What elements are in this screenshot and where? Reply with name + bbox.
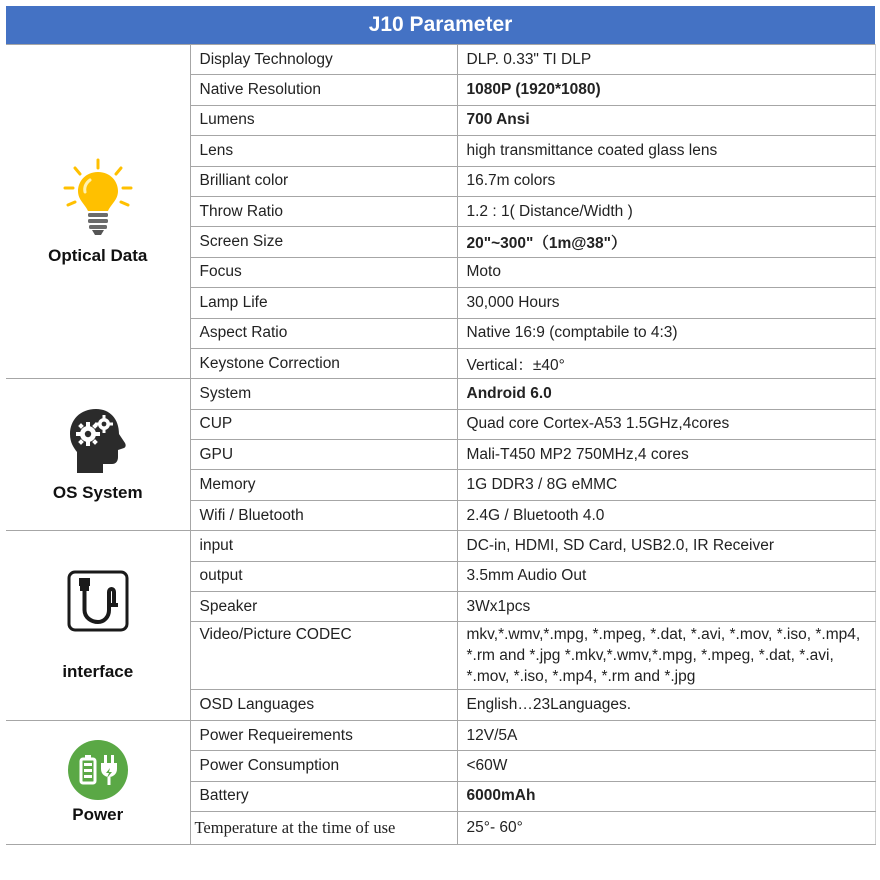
spec-value: Moto <box>457 257 875 287</box>
battery-plug-icon <box>67 739 129 801</box>
head-gears-icon <box>66 407 130 475</box>
spec-label: Brilliant color <box>190 166 457 196</box>
spec-value: DC-in, HDMI, SD Card, USB2.0, IR Receiver <box>457 531 875 561</box>
table-row <box>6 379 875 409</box>
spec-table <box>6 44 876 845</box>
spec-label: Memory <box>190 470 457 500</box>
spec-label: Display Technology <box>190 45 457 75</box>
group-interface <box>6 531 190 721</box>
spec-value: Quad core Cortex-A53 1.5GHz,4cores <box>457 409 875 439</box>
spec-label: Aspect Ratio <box>190 318 457 348</box>
spec-label: Lumens <box>190 105 457 135</box>
spec-value: Vertical：±40° <box>457 348 875 378</box>
spec-label: Speaker <box>190 592 457 622</box>
group-label-interface: interface <box>62 661 134 681</box>
light-bulb-icon <box>63 158 133 238</box>
group-os <box>6 379 190 531</box>
spec-label: OSD Languages <box>190 690 457 720</box>
spec-value: 3Wx1pcs <box>457 592 875 622</box>
spec-value: 25°- 60° <box>457 811 875 844</box>
group-label-power: Power <box>72 805 124 825</box>
spec-value: 1.2 : 1( Distance/Width ) <box>457 196 875 226</box>
spec-label: Temperature at the time of use <box>190 811 457 844</box>
spec-label: Throw Ratio <box>190 196 457 226</box>
spec-value: 2.4G / Bluetooth 4.0 <box>457 500 875 530</box>
spec-value: DLP. 0.33" TI DLP <box>457 45 875 75</box>
spec-label: Screen Size <box>190 227 457 257</box>
spec-label: CUP <box>190 409 457 439</box>
spec-value: 20"~300"（1m@38"） <box>457 227 875 257</box>
spec-label: System <box>190 379 457 409</box>
spec-value: English…23Languages. <box>457 690 875 720</box>
table-row <box>6 531 875 561</box>
spec-value: 16.7m colors <box>457 166 875 196</box>
group-optical <box>6 45 190 379</box>
table-row <box>6 45 875 75</box>
spec-value: 12V/5A <box>457 720 875 750</box>
usb-cable-icon <box>67 570 129 632</box>
spec-value: 1080P (1920*1080) <box>457 75 875 105</box>
spec-value: Native 16:9 (comptabile to 4:3) <box>457 318 875 348</box>
spec-label: input <box>190 531 457 561</box>
table-title: J10 Parameter <box>6 6 875 44</box>
group-label-optical: Optical Data <box>48 245 148 265</box>
spec-label: Keystone Correction <box>190 348 457 378</box>
spec-label: Video/Picture CODEC <box>190 622 457 690</box>
spec-value: Mali-T450 MP2 750MHz,4 cores <box>457 440 875 470</box>
spec-value: high transmittance coated glass lens <box>457 136 875 166</box>
table-row <box>6 720 875 750</box>
group-label-os: OS System <box>52 482 143 502</box>
spec-value: 1G DDR3 / 8G eMMC <box>457 470 875 500</box>
spec-value: 700 Ansi <box>457 105 875 135</box>
spec-label: Battery <box>190 781 457 811</box>
spec-label: Lens <box>190 136 457 166</box>
spec-label: GPU <box>190 440 457 470</box>
spec-value: 30,000 Hours <box>457 288 875 318</box>
spec-value: Android 6.0 <box>457 379 875 409</box>
spec-value: 3.5mm Audio Out <box>457 561 875 591</box>
spec-value: mkv,*.wmv,*.mpg, *.mpeg, *.dat, *.avi, *.mov, *.iso, *.mp4, *.rm and *.jpg *.mkv,*.wmv,*.mpg, *.mpeg, *.dat, *.avi, *.mov, *.iso, *.mp4, *.rm and *.jpg <box>457 622 875 690</box>
spec-value: <60W <box>457 751 875 781</box>
spec-label: Power Requeirements <box>190 720 457 750</box>
spec-label: output <box>190 561 457 591</box>
spec-label: Power Consumption <box>190 751 457 781</box>
group-power <box>6 720 190 844</box>
spec-value: 6000mAh <box>457 781 875 811</box>
spec-label: Native Resolution <box>190 75 457 105</box>
spec-label: Focus <box>190 257 457 287</box>
spec-label: Lamp Life <box>190 288 457 318</box>
spec-label: Wifi / Bluetooth <box>190 500 457 530</box>
